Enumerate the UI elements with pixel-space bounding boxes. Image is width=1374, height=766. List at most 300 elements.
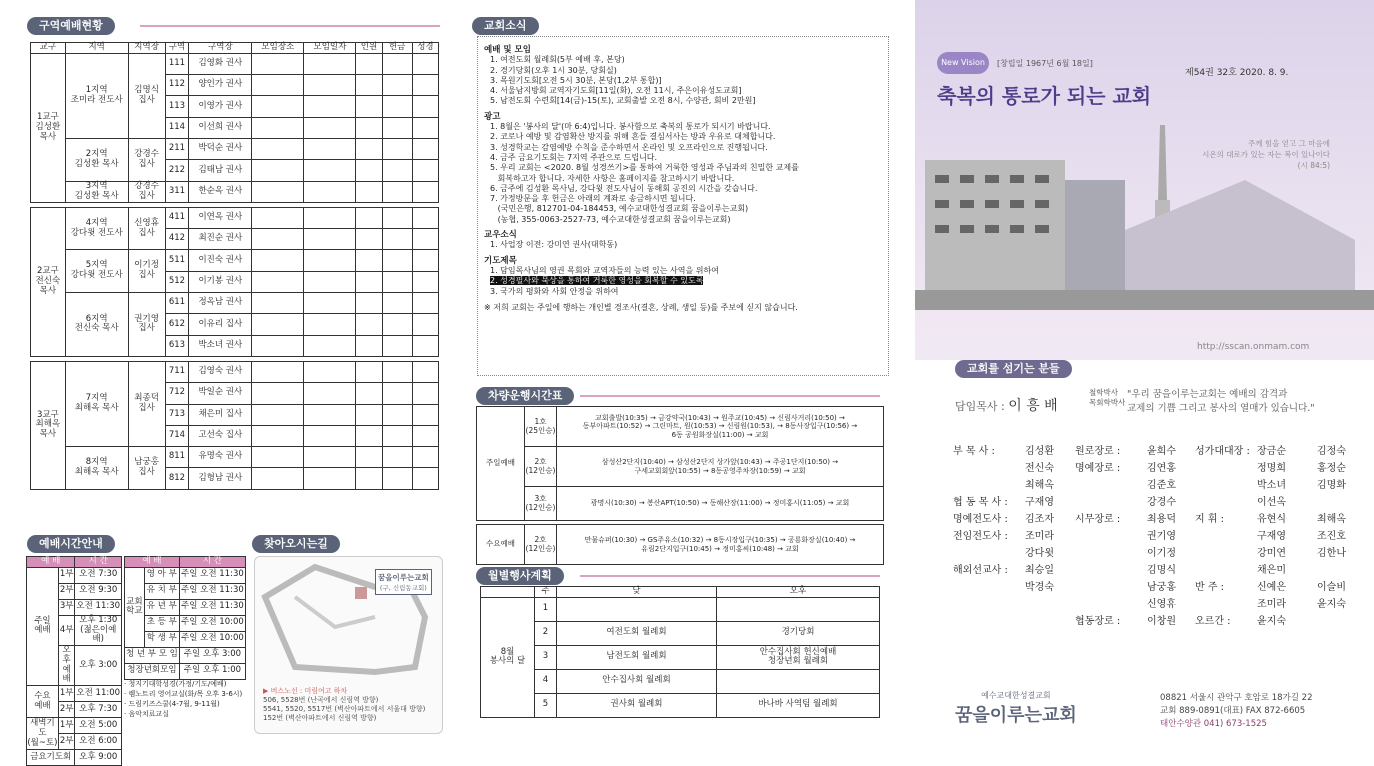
district-leader: 채은미 집사 [189, 404, 252, 425]
region-leader-cell: 남궁홍 집사 [128, 447, 165, 490]
staff-role [1195, 595, 1257, 612]
worship-time: 오전 5:00 [75, 718, 122, 734]
district-number: 612 [165, 314, 189, 335]
map-title: 찾아오시는길 [252, 535, 340, 553]
district-leader: 이선희 권사 [189, 117, 252, 138]
blank-cell [412, 468, 438, 489]
district-number: 711 [165, 361, 189, 382]
district-number: 412 [165, 229, 189, 250]
district-leader: 박소녀 권사 [189, 335, 252, 356]
staff-name: 최해옥 [1025, 480, 1054, 491]
week-number: 5 [535, 693, 557, 717]
staff-name: 강미연 [1257, 548, 1286, 559]
district-leader: 고선숙 집사 [189, 425, 252, 446]
retreat: 태안수양관 041) 673-1525 [1160, 719, 1267, 729]
col-header: 헌금 [382, 43, 412, 54]
blank-cell [356, 207, 382, 228]
edu-time: 주일 오전 10:00 [179, 615, 245, 631]
staff-role [953, 544, 1025, 561]
edu-time: 주일 오전 11:30 [179, 583, 245, 599]
district-number: 613 [165, 335, 189, 356]
verse1: 주께 힘을 얻고 그 마음에 [1248, 139, 1330, 148]
week-number: 1 [535, 597, 557, 621]
blank-cell [356, 468, 382, 489]
blank-cell [304, 160, 356, 181]
blank-cell [252, 335, 304, 356]
worship-part: 3부 [58, 599, 75, 615]
staff-role: 협 동 목 사 : [953, 497, 1008, 508]
blank-cell [382, 75, 412, 96]
region-cell: 3지역 김성환 목사 [65, 181, 128, 202]
blank-cell [356, 383, 382, 404]
edu-group: 청장년회모임 [125, 663, 180, 679]
worship-service: 금요기도회 [27, 750, 75, 766]
staff-name [1317, 493, 1374, 510]
day-event: 안수집사회 월례회 [557, 669, 717, 693]
staff-name: 남궁홍 [1147, 582, 1176, 593]
col-header: 예 배 [125, 557, 180, 568]
staff-name: 박소녀 [1257, 480, 1286, 491]
district-leader: 박일순 권사 [189, 383, 252, 404]
staff-name: 조미라 [1025, 531, 1054, 542]
news-section-title: 기도제목 [484, 255, 517, 266]
district-leader: 이기봉 권사 [189, 271, 252, 292]
blank-cell [382, 138, 412, 159]
worship-service: 주일 예배 [27, 567, 59, 685]
bus1: 506, 5528번 (난곡에서 신림역 방향) [263, 696, 379, 704]
divider [580, 575, 880, 577]
blank-cell [252, 447, 304, 468]
district-leader: 한순옥 권사 [189, 181, 252, 202]
blank-cell [252, 207, 304, 228]
staff-role: 성가대대장 : [1195, 446, 1250, 457]
edu-group: 청 년 부 모 임 [125, 647, 180, 663]
blank-cell [382, 160, 412, 181]
blank-cell [412, 117, 438, 138]
staff-name: 유현식 [1257, 514, 1286, 525]
blank-cell [382, 447, 412, 468]
blank-cell [252, 361, 304, 382]
staff-section [915, 360, 1374, 747]
news-box [477, 36, 889, 376]
staff-name: 전신숙 [1025, 463, 1054, 474]
address: 08821 서울시 관악구 호암로 18가길 22 [1160, 693, 1313, 703]
bus-vehicle: 2호 (12인승) [525, 447, 557, 487]
staff-name: 이창원 [1147, 616, 1176, 627]
worship-part: 1부 [58, 686, 75, 702]
news-item: 2. 코로나 예방 및 감염확산 방지를 위해 흔들 결심서사는 방과 우유로 대체합니다. [490, 132, 776, 142]
region-leader-cell: 김명식 집사 [128, 53, 165, 138]
staff-name: 최해옥 [1317, 514, 1346, 525]
day-event: 남전도회 월례회 [557, 645, 717, 669]
blank-cell [382, 361, 412, 382]
region-leader-cell: 강경수 집사 [128, 138, 165, 181]
divider [580, 395, 880, 397]
staff-name: 김준호 [1147, 480, 1176, 491]
blank-cell [356, 271, 382, 292]
staff-role [1075, 527, 1147, 544]
news-item: 5. 남전도회 수련회[14(금)-15(토), 교회출발 오전 8시, 수양관, 회비 2만원] [490, 96, 756, 106]
blank-cell [382, 383, 412, 404]
staff-name: 이선옥 [1257, 497, 1286, 508]
worship-time: 오전 11:30 [75, 599, 122, 615]
staff-name: 박경숙 [1025, 582, 1054, 593]
blank-cell [304, 383, 356, 404]
day-event: 여전도회 월례회 [557, 621, 717, 645]
blank-cell [304, 138, 356, 159]
staff-col1 [953, 442, 1085, 595]
staff-name: 구재영 [1025, 497, 1054, 508]
district-number: 511 [165, 250, 189, 271]
map-sublabel: (구, 신림동교회) [379, 584, 427, 592]
news-item: 1. 8월은 '봉사의 달'(마 6:4)입니다. 봉사함으로 축복의 통로가 되시기 바랍니다. [490, 122, 771, 132]
region-leader-cell: 이기정 집사 [128, 250, 165, 293]
blank-cell [382, 117, 412, 138]
blank-cell [304, 117, 356, 138]
region-cell: 8지역 최해옥 목사 [65, 447, 128, 490]
pastor-name: 이 흥 배 [1008, 398, 1058, 414]
week-number: 3 [535, 645, 557, 669]
staff-role [1195, 527, 1257, 544]
news-item: 1. 담임목사님의 영권 목회와 교역자들의 능력 있는 사역을 위하여 [490, 265, 719, 275]
blank-cell [304, 75, 356, 96]
col-header: 시 간 [75, 557, 122, 568]
blank-cell [252, 96, 304, 117]
district-leader: 이유리 집사 [189, 314, 252, 335]
staff-col2 [1075, 442, 1207, 629]
worship-time: 오후 7:30 [75, 702, 122, 718]
edu-note: · 렘노트리 영어교실(화/목 오후 3-6시) [124, 690, 243, 698]
edu-time: 주일 오후 3:00 [179, 647, 245, 663]
staff-name: 신영휴 [1147, 599, 1176, 610]
blank-cell [356, 293, 382, 314]
bus-route: 삼성산2단지(10:40) → 삼성산2단지 상가앞(10:43) → 주공1단지(10:50) → 구세교회회앞(10:55) → 8동공영주차장(10:59) → 교회 [557, 447, 884, 487]
col-header: 오후 [717, 587, 880, 598]
blank-cell [304, 207, 356, 228]
news-note: ※ 저희 교회는 주일에 행하는 개인별 경조사(결혼, 상례, 생일 등)를 주보에 싣지 않습니다. [484, 302, 798, 312]
blank-cell [252, 160, 304, 181]
col-header: 낮 [557, 587, 717, 598]
bus-title: 차량운행시간표 [476, 387, 574, 405]
district-leader: 이진숙 권사 [189, 250, 252, 271]
blank-cell [382, 468, 412, 489]
staff-role [1075, 595, 1147, 612]
monthly-title: 월별행사계획 [476, 567, 564, 585]
col-header: 지역장 [128, 43, 165, 54]
worship-time: 오전 6:00 [75, 734, 122, 750]
col-header: 구역 [165, 43, 189, 54]
blank-cell [356, 335, 382, 356]
day-event [557, 597, 717, 621]
blank-cell [252, 425, 304, 446]
blank-cell [412, 75, 438, 96]
col-header: 주 [535, 587, 557, 598]
worship-time: 오후 1:30 (젊은이예배) [75, 615, 122, 645]
blank-cell [412, 271, 438, 292]
blank-cell [382, 314, 412, 335]
week-number: 2 [535, 621, 557, 645]
afternoon-event: 안수집사회 헌신예배 청장년회 월례회 [717, 645, 880, 669]
district-leader: 김영숙 권사 [189, 361, 252, 382]
blank-cell [304, 425, 356, 446]
worship-part: 2부 [58, 702, 75, 718]
blank-cell [304, 181, 356, 202]
staff-role: 명예전도사 : [953, 514, 1008, 525]
bus-vehicle: 3호 (12인승) [525, 487, 557, 521]
news-item: (국민은행, 812701-04-184453, 예수교대한성결교회 꿈을이루는교회) [490, 204, 749, 214]
staff-name: 이슬비 [1317, 582, 1346, 593]
map [254, 556, 443, 734]
district-number: 114 [165, 117, 189, 138]
news-item: 7. 가정방문을 후 헌금은 아래의 계좌로 송금하시면 됩니다. [490, 194, 696, 204]
map-label: 꿈을이루는교회 [378, 573, 429, 582]
edu-time: 주일 오전 10:00 [179, 631, 245, 647]
blank-cell [382, 271, 412, 292]
worship-time: 오전 7:30 [75, 567, 122, 583]
blank-cell [356, 181, 382, 202]
district-number: 113 [165, 96, 189, 117]
edu-dept: 영 아 부 [144, 567, 179, 583]
blank-cell [412, 181, 438, 202]
edu-note: · 음악치료교실 [124, 710, 170, 718]
blank-cell [412, 293, 438, 314]
blank-cell [356, 160, 382, 181]
news-item: 5. 우리 교회는 <2020. 8월 성경쓰기>를 통하여 거룩한 영성과 주님과의 친밀한 교제를 [490, 163, 799, 173]
staff-col3 [1195, 442, 1374, 629]
worship-time: 오전 11:00 [75, 686, 122, 702]
blank-cell [382, 250, 412, 271]
staff-role: 해외선교사 : [953, 565, 1008, 576]
bus-route: ▶ 버스노선 : 미림여고 하차 [263, 687, 348, 695]
col-header: 모임일자 [304, 43, 356, 54]
staff-role [1195, 459, 1257, 476]
verse3: (시 84:5) [1297, 161, 1330, 170]
blank-cell [304, 447, 356, 468]
bus-vehicle: 1호 (25인승) [525, 407, 557, 447]
edu-notes [124, 679, 248, 719]
blank-cell [252, 75, 304, 96]
staff-role [1195, 544, 1257, 561]
worship-part: 2부 [58, 583, 75, 599]
motto2: 교제의 기쁨 그리고 봉사의 열매가 있습니다." [1127, 403, 1315, 414]
staff-name: 강경수 [1147, 497, 1176, 508]
bus3: 152번 (벽산아파트에서 신림역 방향) [263, 714, 377, 722]
blank-cell [356, 250, 382, 271]
news-item: 2. 성경필사와 묵상을 통하여 거룩한 영성을 회복할 수 있도록 [490, 276, 704, 286]
staff-name: 김정숙 [1317, 446, 1346, 457]
staff-name: 채은미 [1257, 565, 1286, 576]
news-item: 3. 목원기도회[오전 5시 30분, 본당(1,2부 통합)] [490, 75, 662, 85]
district-number: 311 [165, 181, 189, 202]
blank-cell [252, 250, 304, 271]
blank-cell [382, 335, 412, 356]
blank-cell [356, 229, 382, 250]
worship-part: 오후 예배 [58, 646, 75, 686]
pastor-degree1: 철학박사 [1089, 388, 1118, 397]
news-item: 1. 여전도회 월례회(5부 예배 후, 본당) [490, 55, 625, 65]
blank-cell [356, 425, 382, 446]
worship-service: 수요 예배 [27, 686, 59, 718]
month-label: 8월 봉사의 달 [481, 597, 535, 717]
col-header: 구역장 [189, 43, 252, 54]
blank-cell [252, 271, 304, 292]
church-building-image [915, 120, 1374, 340]
staff-role [1195, 493, 1257, 510]
blank-cell [356, 361, 382, 382]
new-vision-badge: New Vision [937, 52, 989, 74]
blank-cell [412, 425, 438, 446]
blank-cell [304, 96, 356, 117]
staff-name: 신예은 [1257, 582, 1286, 593]
district-number: 611 [165, 293, 189, 314]
blank-cell [382, 53, 412, 74]
blank-cell [252, 468, 304, 489]
blank-cell [252, 117, 304, 138]
district-number: 812 [165, 468, 189, 489]
blank-cell [356, 53, 382, 74]
district-number: 512 [165, 271, 189, 292]
blank-cell [304, 229, 356, 250]
blank-cell [412, 96, 438, 117]
blank-cell [304, 293, 356, 314]
region-cell: 2지역 김성환 목사 [65, 138, 128, 181]
denomination: 예수교대한성결교회 [981, 691, 1051, 700]
blank-cell [304, 361, 356, 382]
staff-name: 구재영 [1257, 531, 1286, 542]
district-leader: 이연옥 권사 [189, 207, 252, 228]
blank-cell [252, 314, 304, 335]
blank-cell [252, 383, 304, 404]
district-leader: 정옥남 권사 [189, 293, 252, 314]
staff-name: 이기정 [1147, 548, 1176, 559]
staff-name [1317, 561, 1374, 578]
motto1: "우리 꿈을이루는교회는 예배의 감격과 [1127, 389, 1288, 400]
church-name: 꿈을이루는교회 [955, 705, 1077, 726]
district-number: 714 [165, 425, 189, 446]
col-header: 모임장소 [252, 43, 304, 54]
staff-role: 전임전도사 : [953, 531, 1008, 542]
district-leader: 김영화 권사 [189, 53, 252, 74]
edu-time: 주일 오후 1:00 [179, 663, 245, 679]
district-number: 811 [165, 447, 189, 468]
bus-service: 주일예배 [477, 407, 525, 521]
news-title: 교회소식 [472, 17, 539, 35]
blank-cell [412, 314, 438, 335]
cover-title: 축복의 통로가 되는 교회 [937, 84, 1152, 108]
staff-role [1075, 561, 1147, 578]
worship-part: 2부 [58, 734, 75, 750]
worship-table [26, 556, 122, 766]
staff-role: 반 주 : [1195, 582, 1225, 593]
blank-cell [304, 53, 356, 74]
col-header: 예 배 [27, 557, 75, 568]
blank-cell [382, 293, 412, 314]
edu-dept: 유 년 부 [144, 599, 179, 615]
church-icon [355, 587, 367, 599]
founded: [창립일 1967년 6월 18일] [997, 59, 1093, 68]
staff-role [953, 476, 1025, 493]
week-number: 4 [535, 669, 557, 693]
worship-part: 4부 [58, 615, 75, 645]
bus2: 5541, 5520, 5517번 (벽산아파트에서 서울대 방향) [263, 705, 426, 713]
blank-cell [412, 53, 438, 74]
col-header: 성경 [412, 43, 438, 54]
district-leader: 양인가 권사 [189, 75, 252, 96]
news-item: 4. 금주 금요기도회는 7지역 주관으로 드립니다. [490, 152, 658, 162]
afternoon-event: 경기당회 [717, 621, 880, 645]
blank-cell [356, 447, 382, 468]
news-item: 6. 금주에 김성환 목사님, 강다윗 전도사님이 동해회 공진의 시간을 갖습니다. [490, 183, 758, 193]
region-cell: 7지역 최해옥 목사 [65, 361, 128, 446]
blank-cell [304, 335, 356, 356]
region-cell: 4지역 강다윗 전도사 [65, 207, 128, 250]
news-item: 3. 성경학교는 감염예방 수칙을 준수하면서 온라인 및 오프라인으로 진행됩니다. [490, 142, 768, 152]
blank-cell [412, 138, 438, 159]
blank-cell [412, 250, 438, 271]
blank-cell [356, 96, 382, 117]
blank-cell [382, 229, 412, 250]
bus-vehicle: 2호 (12인승) [525, 525, 557, 565]
col-header: 지역 [65, 43, 128, 54]
blank-cell [304, 468, 356, 489]
blank-cell [382, 181, 412, 202]
region-leader-cell: 권기영 집사 [128, 293, 165, 357]
edu-time: 주일 오전 11:30 [179, 599, 245, 615]
staff-role: 시무장로 : [1075, 514, 1121, 525]
staff-role: 부 목 사 : [953, 446, 995, 457]
pastor-label: 담임목사 : [955, 400, 1005, 413]
blank-cell [356, 75, 382, 96]
staff-role: 협동장로 : [1075, 616, 1121, 627]
bus-route: 광명시(10:30) → 봉산APT(10:50) → 동해산장(11:00) → 정미홍시(11:05) → 교회 [557, 487, 884, 521]
parish-cell: 2교구 전신숙 목사 [31, 207, 66, 356]
news-item: 3. 국가의 평화와 사회 안정을 위하여 [490, 286, 619, 296]
blank-cell [382, 96, 412, 117]
blank-cell [304, 250, 356, 271]
district-title: 구역예배현황 [27, 17, 115, 35]
staff-name: 윤지숙 [1317, 599, 1346, 610]
district-number: 712 [165, 383, 189, 404]
afternoon-event: 바나바 사역팀 월례회 [717, 693, 880, 717]
staff-name: 김명식 [1147, 565, 1176, 576]
region-leader-cell: 신영휴 집사 [128, 207, 165, 250]
blank-cell [252, 53, 304, 74]
region-cell: 5지역 강다윗 전도사 [65, 250, 128, 293]
region-cell: 6지역 전신숙 목사 [65, 293, 128, 357]
worship-time: 오후 3:00 [75, 646, 122, 686]
district-leader: 최진순 권사 [189, 229, 252, 250]
staff-name: 김연홍 [1147, 463, 1176, 474]
staff-name: 조미라 [1257, 599, 1286, 610]
edu-table [124, 556, 246, 680]
edu-note: · 청지기대학성경(가정/기도/예배) [124, 680, 227, 688]
staff-name: 김성환 [1025, 446, 1054, 457]
edu-dept: 초 등 부 [144, 615, 179, 631]
blank-cell [304, 271, 356, 292]
blank-cell [252, 138, 304, 159]
blank-cell [481, 587, 535, 598]
district-leader: 김태남 권사 [189, 160, 252, 181]
staff-role: 원로장로 : [1075, 446, 1121, 457]
news-section-title: 예배 및 모임 [484, 45, 531, 55]
staff-role [953, 578, 1025, 595]
edu-category: 교회 학교 [125, 567, 145, 647]
issue: 제54권 32호 2020. 8. 9. [1185, 68, 1289, 78]
worship-time: 오전 9:30 [75, 583, 122, 599]
blank-cell [252, 293, 304, 314]
district-table [30, 42, 439, 490]
blank-cell [382, 207, 412, 228]
